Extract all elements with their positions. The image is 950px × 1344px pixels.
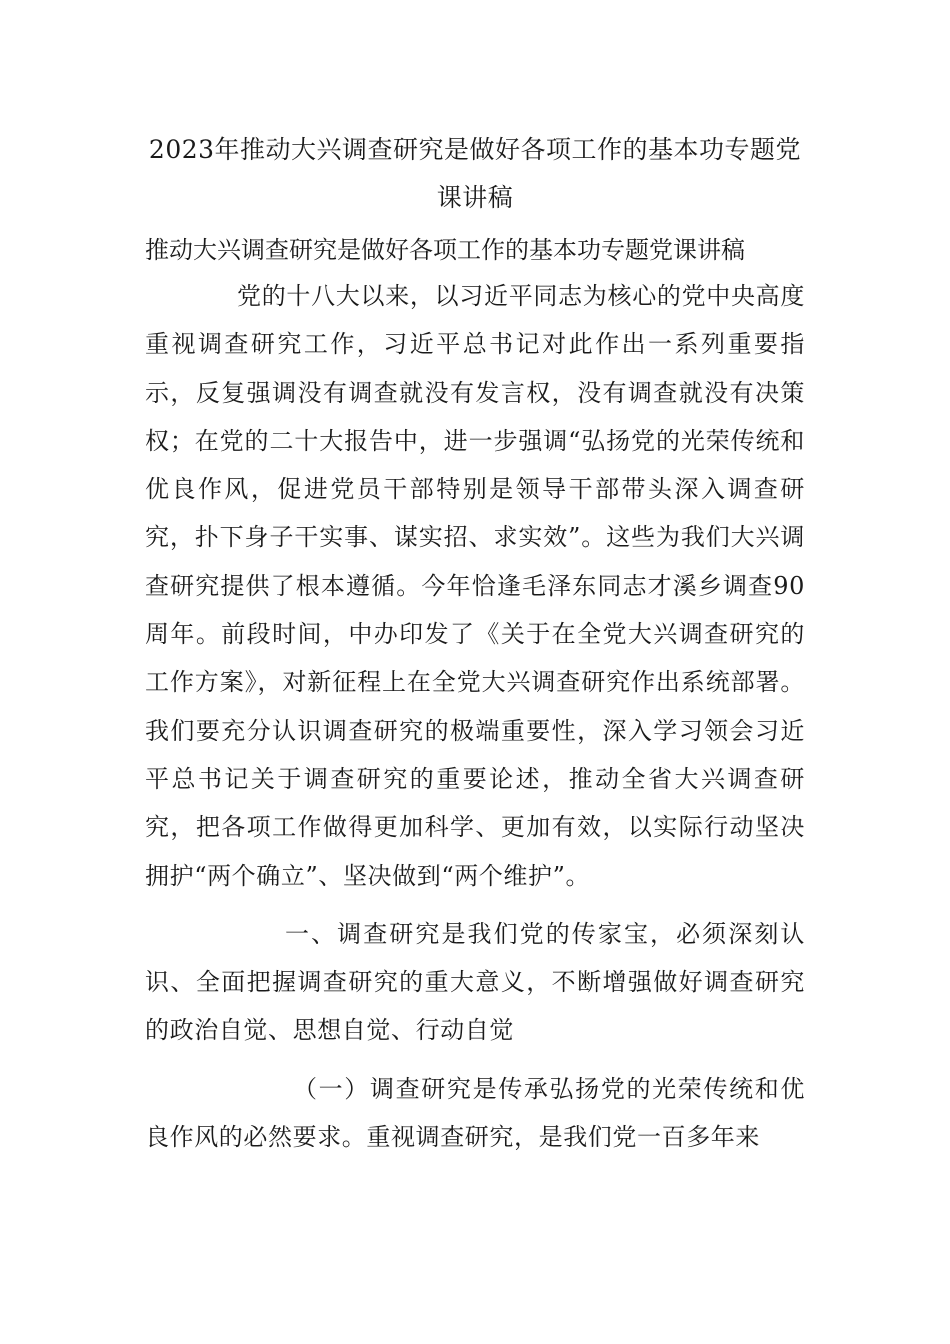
document-subtitle: 推动大兴调查研究是做好各项工作的基本功专题党课讲稿 xyxy=(145,236,745,264)
section-heading-1: 一、调查研究是我们党的传家宝，必须深刻认识、全面把握调查研究的重大意义，不断增强做好调查研究的政治自觉、思想自觉、行动自觉 xyxy=(145,919,805,1045)
subsection-paragraph-1: （一）调查研究是传承弘扬党的光荣传统和优良作风的必然要求。重视调查研究，是我们党一百多年来 xyxy=(145,1074,805,1152)
paragraph-intro: 党的十八大以来，以习近平同志为核心的党中央高度重视调查研究工作，习近平总书记对此作出一系列重要指示，反复强调没有调查就没有发言权，没有调查就没有决策权；在党的二十大报告中，进一步强调“弘扬党的光荣传统和优良作风，促进党员干部特别是领导干部带头深入调查研究，扑下身子干实事、谋实招、求实效”。这些为我们大兴调查研究提供了根本遵循。今年恰逢毛泽东同志才溪乡调查90周年。前段时间，中办印发了《关于在全党大兴调查研究的工作方案》，对新征程上在全党大兴调查研究作出系统部署。我们要充分认识调查研究的极端重要性，深入学习领会习近平总书记关于调查研究的重要论述，推动全省大兴调查研究，把各项工作做得更加科学、更加有效，以实际行动坚决拥护“两个确立”、坚决做到“两个维护”。 xyxy=(145,282,805,890)
document-body xyxy=(145,126,805,1161)
document-title: 2023年推动大兴调查研究是做好各项工作的基本功专题党课讲稿 xyxy=(148,135,802,212)
